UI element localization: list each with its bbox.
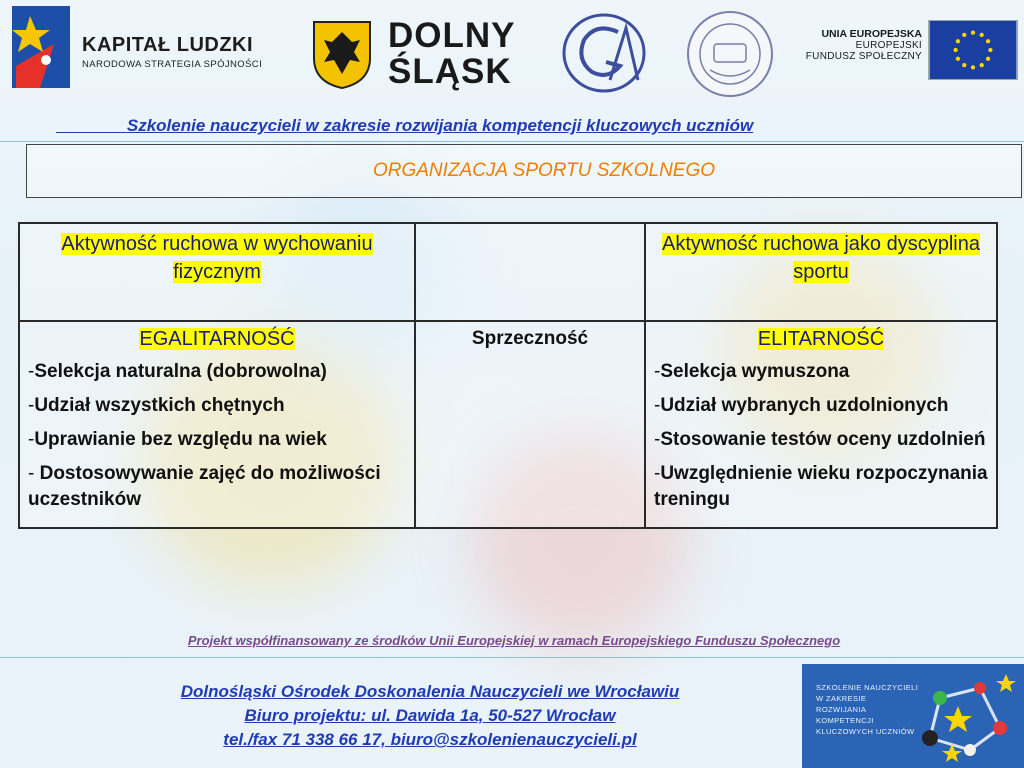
kapital-ludzki-title: KAPITAŁ LUDZKI: [82, 34, 254, 56]
eu-star-icon: [988, 48, 992, 52]
contact-institution: Dolnośląski Ośrodek Doskonalenia Nauczycieli we Wrocławiu: [180, 682, 680, 701]
eu-star-icon: [971, 65, 975, 69]
eu-star-icon: [971, 30, 975, 34]
table-header-row: [19, 223, 997, 321]
dodn-seal-icon: [684, 8, 776, 100]
contact-phone-email: tel./fax 71 338 66 17, biuro@szkolenienauczycieli.pl: [223, 730, 637, 749]
logo-bar: [0, 0, 1024, 108]
table-body-row: [19, 321, 997, 528]
category-egalitarnosc: EGALITARNOŚĆ: [139, 328, 295, 350]
divider: [0, 141, 1024, 142]
category-elitarnosc: ELITARNOŚĆ: [757, 328, 885, 350]
eu-star-icon: [962, 33, 966, 37]
header-cell-right: [645, 223, 997, 321]
list-item: -Udział wszystkich chętnych: [28, 395, 285, 416]
kapital-ludzki-logo: [82, 34, 262, 70]
cofinancing-note: Projekt współfinansowany ze środków Unii Europejskiej w ramach Europejskiego Funduszu Społecznego: [187, 633, 841, 648]
eu-star-icon: [956, 57, 960, 61]
kapital-ludzki-subtitle: NARODOWA STRATEGIA SPÓJNOŚCI: [82, 59, 263, 70]
institution-logo-icon: [556, 10, 652, 96]
left-column: [19, 321, 415, 528]
contact-address: Biuro projektu: ul. Dawida 1a, 50-527 Wrocław: [244, 706, 616, 725]
eu-line3: FUNDUSZ SPOŁECZNY: [805, 51, 922, 62]
subtitle-lead-line: [56, 116, 127, 135]
comparison-table: [18, 222, 998, 529]
contact-block: [80, 680, 780, 752]
eu-star-icon: [956, 39, 960, 43]
header-cell-left: [19, 223, 415, 321]
list-item: -Uprawianie bez względu na wiek: [28, 429, 327, 450]
eu-star-icon: [980, 33, 984, 37]
list-item: -Stosowanie testów oceny uzdolnień: [654, 429, 986, 450]
header-left-text: Aktywność ruchowa w wychowaniu fizycznym: [61, 233, 373, 283]
dolny-slask-crest-icon: [310, 18, 374, 90]
project-promo-banner: [802, 664, 1024, 768]
list-item: -Uwzględnienie wieku rozpoczynania treningu: [654, 463, 988, 510]
eu-star-icon: [980, 63, 984, 67]
subtitle-text: Szkolenie nauczycieli w zakresie rozwijania kompetencji kluczowych uczniów: [126, 116, 754, 135]
promo-text: SZKOLENIE NAUCZYCIELI W ZAKRESIE ROZWIJANIA KOMPETENCJI KLUCZOWYCH UCZNIÓW: [816, 683, 919, 736]
eu-line1: UNIA EUROPEJSKA: [821, 28, 922, 40]
molecule-stars-icon: [910, 668, 1022, 766]
dolny-slask-line1: DOLNY: [388, 16, 516, 55]
list-item: -Selekcja naturalna (dobrowolna): [28, 361, 327, 382]
dolny-slask-logo: [388, 18, 516, 90]
title-box: [26, 144, 1022, 198]
list-item: - Dostosowywanie zajęć do możliwości uczestników: [28, 463, 381, 510]
right-column: [645, 321, 997, 528]
header-right-text: Aktywność ruchowa jako dyscyplina sportu: [662, 233, 980, 283]
dolny-slask-line2: ŚLĄSK: [388, 52, 512, 91]
header-cell-middle: [415, 223, 645, 321]
page-title: ORGANIZACJA SPORTU SZKOLNEGO: [372, 160, 716, 181]
page-subtitle: [56, 116, 986, 136]
eu-star-icon: [986, 39, 990, 43]
eu-star-icon: [953, 48, 957, 52]
divider: [0, 657, 1024, 658]
eu-fund-text: [796, 28, 922, 62]
middle-column: Sprzeczność: [415, 321, 645, 528]
list-item: -Udział wybranych uzdolnionych: [654, 395, 949, 416]
eu-line2: EUROPEJSKI: [855, 40, 922, 51]
kapital-ludzki-flag-icon: [10, 4, 72, 90]
eu-star-icon: [986, 57, 990, 61]
eu-flag-icon: [928, 20, 1018, 80]
eu-star-icon: [962, 63, 966, 67]
list-item: -Selekcja wymuszona: [654, 361, 850, 382]
